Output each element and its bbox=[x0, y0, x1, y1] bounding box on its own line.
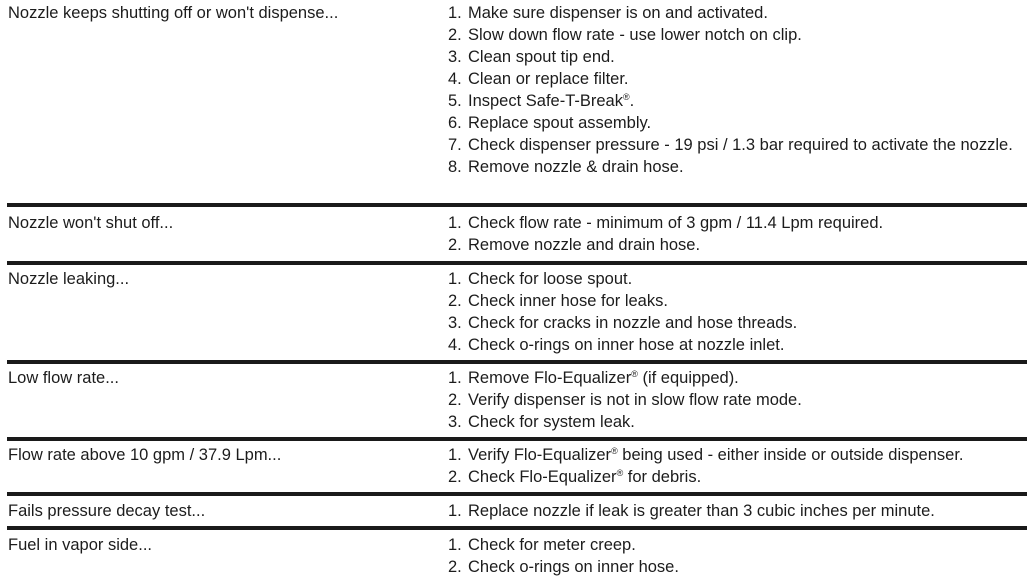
step-number: 1. bbox=[448, 536, 462, 554]
step-number: 2. bbox=[448, 391, 462, 409]
step-number: 3. bbox=[448, 413, 462, 431]
problem-label: Nozzle won't shut off... bbox=[8, 214, 174, 232]
solution-step bbox=[448, 212, 1023, 234]
registered-mark: ® bbox=[623, 92, 630, 102]
solution-step bbox=[448, 134, 1023, 156]
row-divider bbox=[7, 203, 1027, 207]
solution-step bbox=[448, 500, 1023, 522]
step-text: Check inner hose for leaks. bbox=[468, 292, 668, 310]
step-text: Clean spout tip end. bbox=[468, 48, 615, 66]
registered-mark: ® bbox=[611, 446, 618, 456]
step-number: 1. bbox=[448, 4, 462, 22]
row-divider bbox=[7, 261, 1027, 265]
step-number: 1. bbox=[448, 369, 462, 387]
step-text: Check for cracks in nozzle and hose threads. bbox=[468, 314, 798, 332]
step-number: 2. bbox=[448, 26, 462, 44]
step-text: Check for system leak. bbox=[468, 413, 635, 431]
step-number: 5. bbox=[448, 92, 462, 110]
step-text: Check for loose spout. bbox=[468, 270, 633, 288]
problem-label: Nozzle keeps shutting off or won't dispense... bbox=[8, 4, 339, 22]
solution-step bbox=[448, 46, 1023, 68]
step-text: Remove nozzle & drain hose. bbox=[468, 158, 684, 176]
problem-label: Flow rate above 10 gpm / 37.9 Lpm... bbox=[8, 446, 282, 464]
solution-step bbox=[448, 290, 1023, 312]
solution-step bbox=[448, 112, 1023, 134]
step-number: 3. bbox=[448, 48, 462, 66]
step-text: Check flow rate - minimum of 3 gpm / 11.4 Lpm required. bbox=[468, 214, 884, 232]
step-number: 7. bbox=[448, 136, 462, 154]
solution-step bbox=[448, 334, 1023, 356]
step-number: 2. bbox=[448, 292, 462, 310]
solution-list bbox=[448, 268, 1023, 356]
solution-step bbox=[448, 90, 1023, 112]
problem-label: Low flow rate... bbox=[8, 369, 119, 387]
step-text: Verify dispenser is not in slow flow rate mode. bbox=[468, 391, 802, 409]
solution-list bbox=[448, 367, 1023, 433]
step-number: 2. bbox=[448, 468, 462, 486]
row-divider bbox=[7, 360, 1027, 364]
step-number: 1. bbox=[448, 446, 462, 464]
solution-step bbox=[448, 556, 1023, 578]
solution-step bbox=[448, 234, 1023, 256]
solution-list bbox=[448, 444, 1023, 488]
step-text: Make sure dispenser is on and activated. bbox=[468, 4, 768, 22]
solution-list bbox=[448, 2, 1023, 178]
step-text: Verify Flo-Equalizer® being used - either inside or outside dispenser. bbox=[468, 446, 964, 464]
registered-mark: ® bbox=[616, 468, 624, 478]
solution-list bbox=[448, 534, 1023, 578]
step-text: Remove Flo-Equalizer® (if equipped). bbox=[468, 369, 739, 387]
solution-step bbox=[448, 312, 1023, 334]
solution-step bbox=[448, 156, 1023, 178]
step-text: Check dispenser pressure - 19 psi / 1.3 bar required to activate the nozzle. bbox=[468, 136, 1013, 154]
solution-step bbox=[448, 534, 1023, 556]
step-text: Replace nozzle if leak is greater than 3 cubic inches per minute. bbox=[468, 502, 935, 520]
step-number: 2. bbox=[448, 558, 462, 576]
solution-list bbox=[448, 212, 1023, 256]
solution-step bbox=[448, 444, 1023, 466]
step-text: Check o-rings on inner hose. bbox=[468, 558, 679, 576]
solution-step bbox=[448, 2, 1023, 24]
row-divider bbox=[7, 526, 1027, 530]
step-text: Remove nozzle and drain hose. bbox=[468, 236, 701, 254]
step-text: Clean or replace filter. bbox=[468, 70, 629, 88]
step-number: 1. bbox=[448, 214, 462, 232]
step-text: Slow down flow rate - use lower notch on clip. bbox=[468, 26, 802, 44]
step-number: 8. bbox=[448, 158, 462, 176]
step-number: 3. bbox=[448, 314, 462, 332]
solution-step bbox=[448, 367, 1023, 389]
problem-label: Nozzle leaking... bbox=[8, 270, 130, 288]
step-number: 6. bbox=[448, 114, 462, 132]
step-number: 4. bbox=[448, 336, 462, 354]
solution-step bbox=[448, 24, 1023, 46]
step-number: 4. bbox=[448, 70, 462, 88]
problem-label: Fuel in vapor side... bbox=[8, 536, 152, 554]
row-divider bbox=[7, 492, 1027, 496]
step-text: Check for meter creep. bbox=[468, 536, 636, 554]
solution-step bbox=[448, 268, 1023, 290]
step-number: 2. bbox=[448, 236, 462, 254]
step-text: Check o-rings on inner hose at nozzle inlet. bbox=[468, 336, 785, 354]
solution-step bbox=[448, 389, 1023, 411]
step-text: Inspect Safe-T-Break®. bbox=[468, 92, 635, 110]
step-text: Check Flo-Equalizer® for debris. bbox=[468, 468, 702, 486]
solution-step bbox=[448, 68, 1023, 90]
problem-label: Fails pressure decay test... bbox=[8, 502, 206, 520]
registered-mark: ® bbox=[631, 369, 638, 379]
solution-list bbox=[448, 500, 1023, 522]
solution-step bbox=[448, 411, 1023, 433]
row-divider bbox=[7, 437, 1027, 441]
solution-step bbox=[448, 466, 1023, 488]
step-number: 1. bbox=[448, 502, 462, 520]
step-number: 1. bbox=[448, 270, 462, 288]
step-text: Replace spout assembly. bbox=[468, 114, 652, 132]
